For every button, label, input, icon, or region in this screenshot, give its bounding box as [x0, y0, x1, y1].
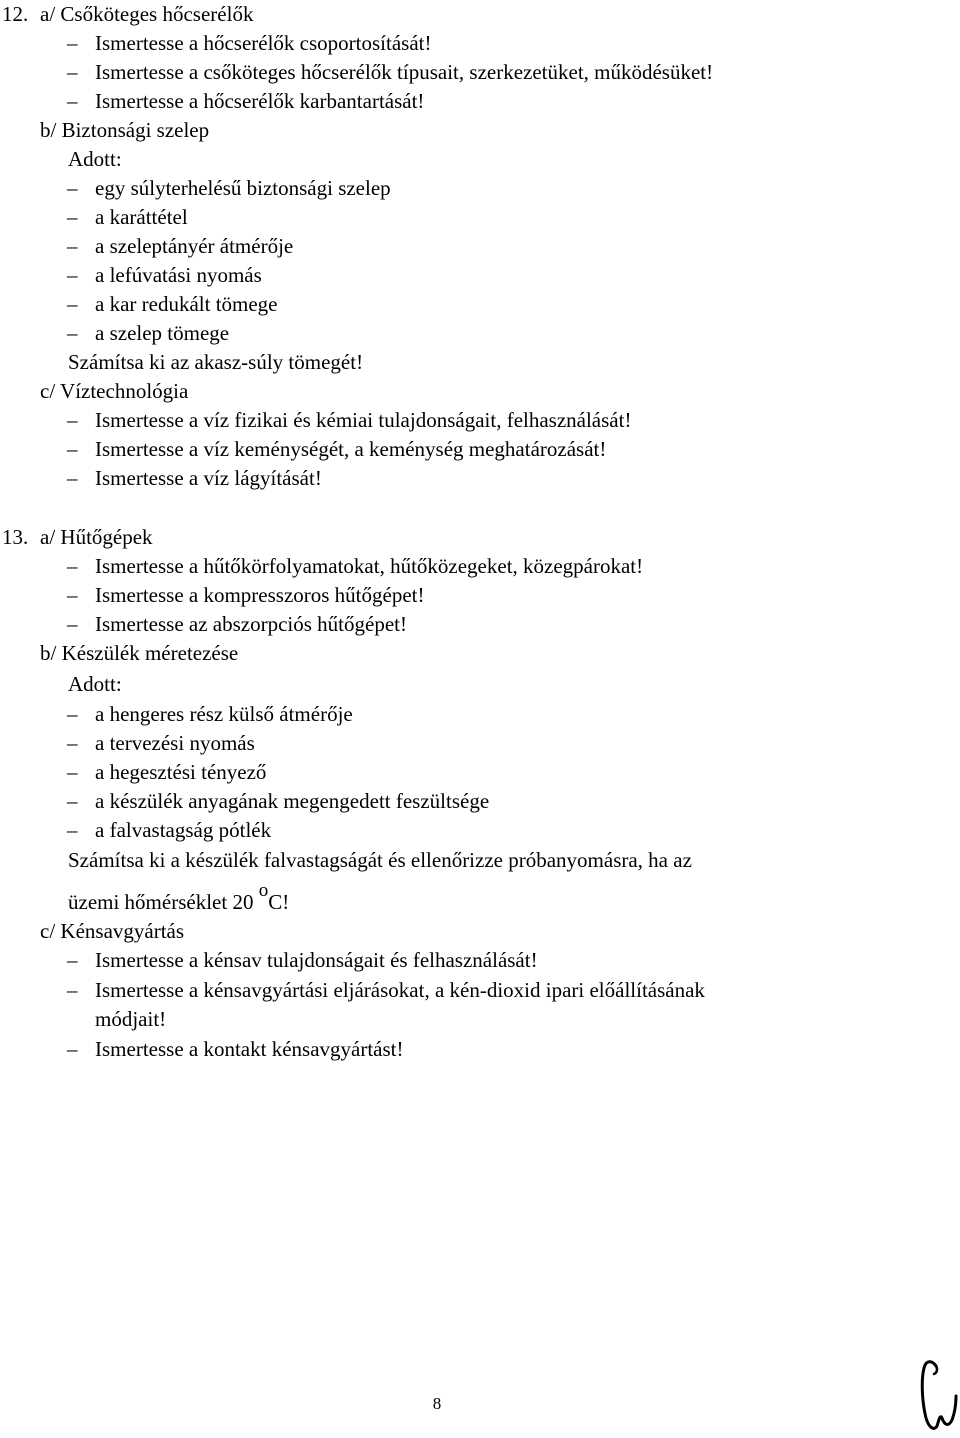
section-title: a/ Csőköteges hőcserélők	[40, 2, 254, 26]
list-item: egy súlyterhelésű biztonsági szelep	[95, 176, 391, 200]
dash-bullet: –	[67, 60, 78, 84]
dash-bullet: –	[67, 1037, 78, 1061]
dash-bullet: –	[67, 408, 78, 432]
list-item: a hegesztési tényező	[95, 760, 267, 784]
list-item: Ismertesse a kompresszoros hűtőgépet!	[95, 583, 425, 607]
list-item-continued: módjait!	[95, 1007, 167, 1031]
list-item: a szelep tömege	[95, 321, 230, 345]
list-item: Ismertesse az abszorpciós hűtőgépet!	[95, 612, 407, 636]
dash-bullet: –	[67, 818, 78, 842]
dash-bullet: –	[67, 554, 78, 578]
list-item: a készülék anyagának megengedett feszültsége	[95, 789, 490, 813]
list-item: Ismertesse a kontakt kénsavgyártást!	[95, 1037, 404, 1061]
dash-bullet: –	[67, 978, 78, 1002]
list-item: Ismertesse a víz fizikai és kémiai tulajdonságait, felhasználását!	[95, 408, 632, 432]
dash-bullet: –	[67, 731, 78, 755]
dash-bullet: –	[67, 760, 78, 784]
given-label: Adott:	[68, 147, 122, 171]
page-number: 8	[432, 1394, 442, 1413]
dash-bullet: –	[67, 89, 78, 113]
handwritten-initial-icon	[912, 1356, 960, 1436]
list-item: a lefúvatási nyomás	[95, 263, 262, 287]
list-item: a karáttétel	[95, 205, 188, 229]
dash-bullet: –	[67, 702, 78, 726]
dash-bullet: –	[67, 612, 78, 636]
subsection-title: b/ Biztonsági szelep	[40, 118, 210, 142]
section-number: 12.	[2, 2, 29, 26]
list-item: a szeleptányér átmérője	[95, 234, 294, 258]
list-item: a falvastagság pótlék	[95, 818, 272, 842]
degree-superscript: o	[258, 880, 269, 901]
dash-bullet: –	[67, 176, 78, 200]
list-item: a tervezési nyomás	[95, 731, 255, 755]
list-item: Ismertesse a víz lágyítását!	[95, 466, 322, 490]
task-instruction: Számítsa ki az akasz-súly tömegét!	[68, 350, 364, 374]
temperature-text: üzemi hőmérséklet 20	[68, 890, 259, 914]
list-item: Ismertesse a csőköteges hőcserélők típusait, szerkezetüket, működésüket!	[95, 60, 714, 84]
list-item: a hengeres rész külső átmérője	[95, 702, 353, 726]
dash-bullet: –	[67, 292, 78, 316]
list-item: Ismertesse a hűtőkörfolyamatokat, hűtőközegeket, közegpárokat!	[95, 554, 644, 578]
dash-bullet: –	[67, 205, 78, 229]
subsection-title: c/ Kénsavgyártás	[40, 919, 185, 943]
list-item: Ismertesse a kénsav tulajdonságait és felhasználását!	[95, 948, 538, 972]
list-item: Ismertesse a hőcserélők karbantartását!	[95, 89, 425, 113]
dash-bullet: –	[67, 789, 78, 813]
list-item: Ismertesse a víz keménységét, a keménység meghatározását!	[95, 437, 607, 461]
given-label: Adott:	[68, 672, 122, 696]
dash-bullet: –	[67, 583, 78, 607]
section-number: 13.	[2, 525, 29, 549]
subsection-title: b/ Készülék méretezése	[40, 641, 239, 665]
dash-bullet: –	[67, 466, 78, 490]
dash-bullet: –	[67, 321, 78, 345]
task-instruction-continued	[68, 880, 290, 917]
dash-bullet: –	[67, 437, 78, 461]
temperature-unit: C!	[268, 890, 290, 914]
task-instruction: Számítsa ki a készülék falvastagságát és ellenőrizze próbanyomásra, ha az	[68, 848, 692, 872]
list-item: Ismertesse a hőcserélők csoportosítását!	[95, 31, 432, 55]
list-item: Ismertesse a kénsavgyártási eljárásokat, a kén-dioxid ipari előállításának	[95, 978, 705, 1002]
section-title: a/ Hűtőgépek	[40, 525, 153, 549]
dash-bullet: –	[67, 31, 78, 55]
dash-bullet: –	[67, 948, 78, 972]
subsection-title: c/ Víztechnológia	[40, 379, 189, 403]
dash-bullet: –	[67, 263, 78, 287]
list-item: a kar redukált tömege	[95, 292, 278, 316]
dash-bullet: –	[67, 234, 78, 258]
